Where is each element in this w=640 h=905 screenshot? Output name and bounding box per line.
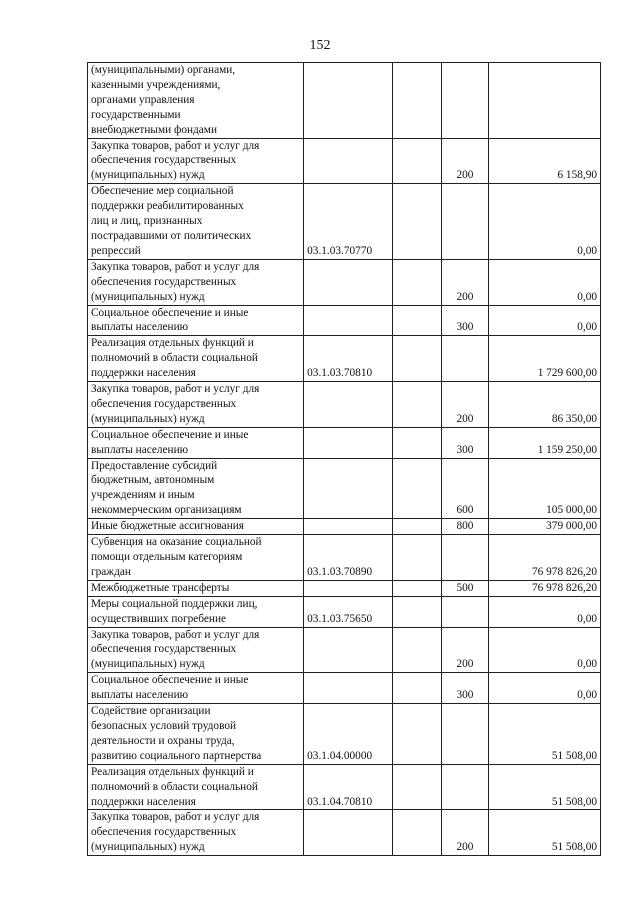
row-name-line: выплаты населению (91, 443, 189, 456)
row-code-cell: 03.1.03.75650 (304, 596, 393, 627)
row-name-line: Закупка товаров, работ и услуг для (91, 628, 260, 641)
row-code-cell (304, 580, 393, 596)
row-code-cell (304, 305, 393, 336)
row-sum-cell: 6 158,90 (489, 138, 601, 184)
row-code-cell (304, 259, 393, 305)
row-sum-cell: 51 508,00 (489, 810, 601, 856)
row-sum-cell: 379 000,00 (489, 519, 601, 535)
row-sum-cell: 1 159 250,00 (489, 427, 601, 458)
row-name-cell (88, 810, 304, 856)
row-kvr-cell (441, 184, 489, 260)
row-name-line: полномочий в области социальной (91, 780, 258, 793)
row-kvr-cell: 500 (441, 580, 489, 596)
row-code-cell (304, 382, 393, 428)
row-sum-cell (489, 63, 601, 139)
row-name-line: (муниципальными) органами, (91, 64, 236, 76)
page-number: 152 (309, 38, 331, 53)
row-name-line: Закупка товаров, работ и услуг для (91, 139, 260, 152)
row-empty-cell (393, 336, 442, 382)
row-name-cell (88, 382, 304, 428)
row-sum-cell: 105 000,00 (489, 458, 601, 519)
row-kvr-cell (441, 535, 489, 581)
table-row (88, 519, 601, 535)
row-name-cell (88, 627, 304, 673)
row-name-cell (88, 63, 304, 139)
row-empty-cell (393, 184, 442, 260)
row-code-cell (304, 427, 393, 458)
row-name-line: развитию социального партнерства (91, 749, 262, 762)
table-row (88, 704, 601, 765)
row-name-line: Меры социальной поддержки лиц, (91, 597, 258, 610)
row-empty-cell (393, 764, 442, 810)
row-empty-cell (393, 673, 442, 704)
row-name-line: обеспечения государственных (91, 154, 237, 167)
row-empty-cell (393, 458, 442, 519)
row-name-cell (88, 704, 304, 765)
table-row (88, 596, 601, 627)
row-name-cell (88, 596, 304, 627)
row-sum-cell: 1 729 600,00 (489, 336, 601, 382)
row-sum-cell: 0,00 (489, 184, 601, 260)
row-name-line: пострадавшими от политических (91, 229, 252, 242)
row-name-line: (муниципальных) нужд (91, 412, 205, 425)
row-empty-cell (393, 580, 442, 596)
row-name-line: Реализация отдельных функций и (91, 765, 254, 778)
row-kvr-cell (441, 63, 489, 139)
row-sum-cell: 0,00 (489, 627, 601, 673)
row-name-line: (муниципальных) нужд (91, 841, 205, 854)
table-row (88, 764, 601, 810)
row-name-line: деятельности и охраны труда, (91, 734, 235, 747)
row-name-line: помощи отдельным категориям (91, 551, 243, 563)
row-name-line: осуществивших погребение (91, 612, 227, 625)
row-name-cell (88, 305, 304, 336)
row-sum-cell: 0,00 (489, 673, 601, 704)
row-name-cell (88, 259, 304, 305)
row-sum-cell: 76 978 826,20 (489, 580, 601, 596)
row-empty-cell (393, 138, 442, 184)
row-code-cell: 03.1.04.00000 (304, 704, 393, 765)
row-empty-cell (393, 259, 442, 305)
table-row (88, 259, 601, 305)
row-code-cell (304, 810, 393, 856)
row-kvr-cell: 200 (441, 382, 489, 428)
row-name-line: выплаты населению (91, 689, 189, 702)
row-kvr-cell: 200 (441, 627, 489, 673)
table-row (88, 427, 601, 458)
row-name-line: обеспечения государственных (91, 643, 237, 656)
row-name-line: Межбюджетные трансферты (91, 581, 230, 594)
row-empty-cell (393, 535, 442, 581)
row-name-line: лиц и лиц, признанных (91, 215, 203, 228)
row-name-line: обеспечения государственных (91, 826, 237, 839)
row-name-line: граждан (91, 565, 131, 578)
row-name-cell (88, 519, 304, 535)
row-code-cell (304, 138, 393, 184)
row-name-line: поддержки реабилитированных (91, 200, 244, 213)
table-row (88, 580, 601, 596)
row-kvr-cell (441, 764, 489, 810)
row-sum-cell: 0,00 (489, 259, 601, 305)
row-name-cell (88, 535, 304, 581)
row-empty-cell (393, 427, 442, 458)
table-row (88, 184, 601, 260)
row-empty-cell (393, 382, 442, 428)
row-name-cell (88, 458, 304, 519)
budget-table (87, 62, 601, 856)
table-row (88, 305, 601, 336)
row-kvr-cell (441, 596, 489, 627)
row-code-cell: 03.1.03.70770 (304, 184, 393, 260)
row-name-line: Реализация отдельных функций и (91, 337, 254, 350)
row-name-line: Субвенция на оказание социальной (91, 536, 262, 549)
row-name-line: (муниципальных) нужд (91, 290, 205, 303)
row-kvr-cell: 600 (441, 458, 489, 519)
row-code-cell: 03.1.03.70810 (304, 336, 393, 382)
row-name-line: Социальное обеспечение и иные (91, 428, 249, 441)
table-row (88, 336, 601, 382)
row-name-line: (муниципальных) нужд (91, 658, 205, 671)
row-name-line: Социальное обеспечение и иные (91, 674, 249, 687)
row-name-line: Обеспечение мер социальной (91, 185, 234, 198)
row-name-cell (88, 673, 304, 704)
row-empty-cell (393, 596, 442, 627)
row-name-line: (муниципальных) нужд (91, 169, 205, 182)
row-name-line: поддержки населения (91, 795, 196, 808)
row-code-cell (304, 673, 393, 704)
row-name-line: безопасных условий трудовой (91, 719, 237, 732)
budget-table-body (88, 63, 601, 856)
row-empty-cell (393, 305, 442, 336)
table-row (88, 138, 601, 184)
row-name-line: обеспечения государственных (91, 397, 237, 410)
row-kvr-cell: 200 (441, 810, 489, 856)
table-row (88, 627, 601, 673)
row-kvr-cell: 200 (441, 138, 489, 184)
row-code-cell (304, 627, 393, 673)
row-name-line: полномочий в области социальной (91, 352, 258, 365)
row-name-line: внебюджетными фондами (91, 123, 217, 136)
row-name-cell (88, 764, 304, 810)
row-kvr-cell: 300 (441, 305, 489, 336)
row-code-cell (304, 519, 393, 535)
row-name-line: выплаты населению (91, 321, 189, 334)
row-kvr-cell: 300 (441, 673, 489, 704)
table-row (88, 673, 601, 704)
row-empty-cell (393, 519, 442, 535)
row-name-line: органами управления (91, 93, 195, 106)
row-name-cell (88, 336, 304, 382)
row-code-cell (304, 63, 393, 139)
row-name-line: Иные бюджетные ассигнования (91, 520, 244, 533)
table-row (88, 458, 601, 519)
row-name-line: Закупка товаров, работ и услуг для (91, 811, 260, 824)
row-name-line: бюджетным, автономным (91, 474, 215, 487)
table-row (88, 810, 601, 856)
row-kvr-cell (441, 336, 489, 382)
row-code-cell: 03.1.03.70890 (304, 535, 393, 581)
row-sum-cell: 76 978 826,20 (489, 535, 601, 581)
table-row (88, 382, 601, 428)
row-code-cell (304, 458, 393, 519)
row-empty-cell (393, 627, 442, 673)
row-name-line: репрессий (91, 244, 141, 257)
row-code-cell: 03.1.04.70810 (304, 764, 393, 810)
row-empty-cell (393, 63, 442, 139)
row-name-line: государственными (91, 108, 181, 121)
row-name-line: Закупка товаров, работ и услуг для (91, 383, 260, 396)
row-name-line: учреждениям и иным (91, 489, 195, 502)
row-sum-cell: 0,00 (489, 596, 601, 627)
row-name-cell (88, 427, 304, 458)
row-sum-cell: 51 508,00 (489, 764, 601, 810)
row-name-cell (88, 580, 304, 596)
row-kvr-cell: 200 (441, 259, 489, 305)
row-name-line: некоммерческим организациям (91, 504, 242, 517)
row-sum-cell: 86 350,00 (489, 382, 601, 428)
row-name-line: Предоставление субсидий (91, 459, 218, 472)
row-kvr-cell (441, 704, 489, 765)
row-name-line: обеспечения государственных (91, 275, 237, 288)
row-name-cell (88, 138, 304, 184)
row-sum-cell: 0,00 (489, 305, 601, 336)
row-name-line: Закупка товаров, работ и услуг для (91, 260, 260, 273)
row-empty-cell (393, 810, 442, 856)
row-name-line: казенными учреждениями, (91, 78, 221, 91)
table-row (88, 63, 601, 139)
row-name-cell (88, 184, 304, 260)
row-kvr-cell: 800 (441, 519, 489, 535)
row-name-line: поддержки населения (91, 367, 196, 380)
row-name-line: Социальное обеспечение и иные (91, 306, 249, 319)
table-row (88, 535, 601, 581)
row-sum-cell: 51 508,00 (489, 704, 601, 765)
row-kvr-cell: 300 (441, 427, 489, 458)
row-name-line: Содействие организации (91, 705, 211, 718)
row-empty-cell (393, 704, 442, 765)
